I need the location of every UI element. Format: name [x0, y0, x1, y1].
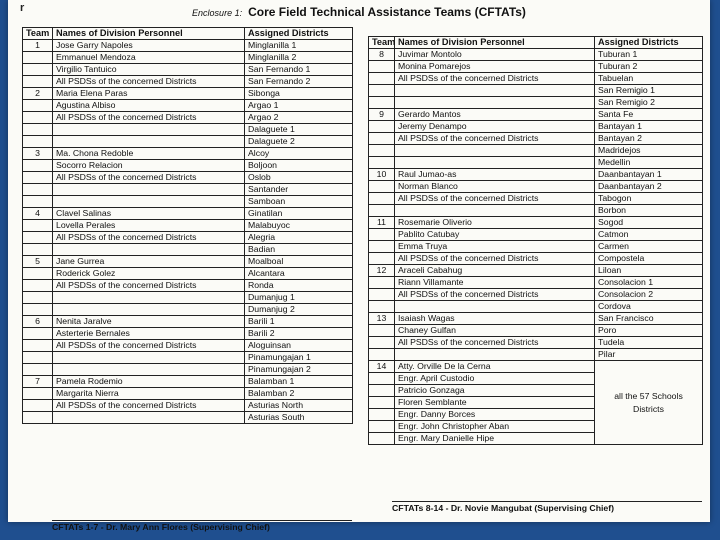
team-header: Team: [369, 37, 395, 49]
district-cell: Dalaguete 2: [245, 136, 353, 148]
page-title: [8, 5, 710, 19]
table-row: [369, 169, 703, 181]
district-cell: Bantayan 2: [595, 133, 703, 145]
team-number-cell: [23, 136, 53, 148]
table-row: [23, 256, 353, 268]
table-row: [23, 172, 353, 184]
personnel-name-cell: Emma Truya: [395, 241, 595, 253]
district-cell: Sogod: [595, 217, 703, 229]
personnel-name-cell: Riann Villamante: [395, 277, 595, 289]
district-cell: Barili 1: [245, 316, 353, 328]
team-number-cell: [23, 292, 53, 304]
district-cell: Tudela: [595, 337, 703, 349]
district-cell: Asturias North: [245, 400, 353, 412]
team-number-cell: [23, 124, 53, 136]
team-number-cell: 14: [369, 361, 395, 373]
personnel-name-cell: Virgilio Tantuico: [53, 64, 245, 76]
team-number-cell: 6: [23, 316, 53, 328]
personnel-name-cell: [395, 157, 595, 169]
team-number-cell: [369, 229, 395, 241]
corner-mark: r: [20, 2, 25, 14]
district-cell: Minglanilla 2: [245, 52, 353, 64]
personnel-name-cell: Araceli Cabahug: [395, 265, 595, 277]
team-header: Team: [23, 28, 53, 40]
personnel-name-cell: Maria Elena Paras: [53, 88, 245, 100]
table-row: [23, 112, 353, 124]
team-number-cell: [23, 364, 53, 376]
district-cell: Argao 1: [245, 100, 353, 112]
team-number-cell: [369, 385, 395, 397]
district-cell: Argao 2: [245, 112, 353, 124]
personnel-name-cell: All PSDSs of the concerned Districts: [53, 400, 245, 412]
team-number-cell: [369, 337, 395, 349]
district-cell: Dumanjug 1: [245, 292, 353, 304]
names-header: Names of Division Personnel: [53, 28, 245, 40]
district-cell: Liloan: [595, 265, 703, 277]
team-number-cell: 5: [23, 256, 53, 268]
district-cell: San Remigio 1: [595, 85, 703, 97]
personnel-name-cell: [395, 205, 595, 217]
personnel-name-cell: Floren Semblante: [395, 397, 595, 409]
personnel-name-cell: [395, 301, 595, 313]
team-number-cell: 13: [369, 313, 395, 325]
personnel-name-cell: Raul Jumao-as: [395, 169, 595, 181]
table-row: [369, 181, 703, 193]
personnel-name-cell: Emmanuel Mendoza: [53, 52, 245, 64]
team-number-cell: [23, 76, 53, 88]
table-row: [23, 316, 353, 328]
team-number-cell: [369, 421, 395, 433]
names-header: Names of Division Personnel: [395, 37, 595, 49]
personnel-name-cell: All PSDSs of the concerned Districts: [53, 76, 245, 88]
table-row: [369, 349, 703, 361]
team-number-cell: [23, 232, 53, 244]
table-header-row: [23, 28, 353, 40]
team-number-cell: [369, 241, 395, 253]
table-row: [369, 61, 703, 73]
personnel-name-cell: Roderick Golez: [53, 268, 245, 280]
personnel-name-cell: All PSDSs of the concerned Districts: [395, 253, 595, 265]
table-row: [23, 340, 353, 352]
team-number-cell: [369, 121, 395, 133]
table-row: [23, 124, 353, 136]
team-number-cell: [23, 280, 53, 292]
district-cell: San Francisco: [595, 313, 703, 325]
team-number-cell: [369, 301, 395, 313]
personnel-name-cell: All PSDSs of the concerned Districts: [53, 172, 245, 184]
district-cell: Badian: [245, 244, 353, 256]
team-number-cell: 9: [369, 109, 395, 121]
table-row: [23, 136, 353, 148]
team-number-cell: [369, 325, 395, 337]
personnel-name-cell: Pamela Rodemio: [53, 376, 245, 388]
team-number-cell: [23, 172, 53, 184]
table-row: [369, 301, 703, 313]
table-row: [369, 157, 703, 169]
district-cell: Madridejos: [595, 145, 703, 157]
team-number-cell: [23, 112, 53, 124]
district-cell: San Remigio 2: [595, 97, 703, 109]
personnel-name-cell: Lovella Perales: [53, 220, 245, 232]
personnel-name-cell: Isaiash Wagas: [395, 313, 595, 325]
personnel-name-cell: Engr. Mary Danielle Hipe: [395, 433, 595, 445]
table-row: [369, 277, 703, 289]
team-number-cell: 10: [369, 169, 395, 181]
district-cell: Daanbantayan 2: [595, 181, 703, 193]
table-row: [369, 361, 703, 373]
table-row: [23, 352, 353, 364]
team-number-cell: [23, 268, 53, 280]
table-row: [23, 88, 353, 100]
personnel-name-cell: All PSDSs of the concerned Districts: [395, 73, 595, 85]
district-cell: Asturias South: [245, 412, 353, 424]
table-row: [23, 412, 353, 424]
districts-header: Assigned Districts: [595, 37, 703, 49]
district-cell: Malabuyoc: [245, 220, 353, 232]
personnel-name-cell: Agustina Albiso: [53, 100, 245, 112]
table-row: [23, 160, 353, 172]
table-row: [369, 49, 703, 61]
team-number-cell: 8: [369, 49, 395, 61]
personnel-name-cell: Engr. Danny Borces: [395, 409, 595, 421]
personnel-name-cell: [395, 349, 595, 361]
district-cell: Oslob: [245, 172, 353, 184]
table-row: [23, 268, 353, 280]
district-cell: Balamban 2: [245, 388, 353, 400]
table-row: [369, 193, 703, 205]
table-row: [369, 229, 703, 241]
document-page: [8, 0, 710, 532]
table-row: [23, 244, 353, 256]
table-row: [23, 76, 353, 88]
left-supervisor-footer: CFTATs 1-7 - Dr. Mary Ann Flores (Supervising Chief): [52, 520, 352, 532]
table-row: [369, 97, 703, 109]
district-cell: Balamban 1: [245, 376, 353, 388]
personnel-name-cell: Pablito Catubay: [395, 229, 595, 241]
personnel-name-cell: [53, 244, 245, 256]
personnel-name-cell: Nenita Jaralve: [53, 316, 245, 328]
district-cell: Carmen: [595, 241, 703, 253]
district-cell: Pinamungajan 1: [245, 352, 353, 364]
team-number-cell: [369, 193, 395, 205]
district-cell: Dumanjug 2: [245, 304, 353, 316]
team-number-cell: [23, 160, 53, 172]
district-cell: Dalaguete 1: [245, 124, 353, 136]
table-row: [23, 280, 353, 292]
personnel-name-cell: All PSDSs of the concerned Districts: [53, 232, 245, 244]
table-row: [23, 292, 353, 304]
team-number-cell: [23, 304, 53, 316]
district-cell: Tuburan 2: [595, 61, 703, 73]
district-cell: Tabogon: [595, 193, 703, 205]
team-number-cell: [369, 205, 395, 217]
table-row: [23, 100, 353, 112]
personnel-name-cell: [53, 184, 245, 196]
personnel-name-cell: [53, 292, 245, 304]
team-number-cell: [369, 397, 395, 409]
personnel-name-cell: All PSDSs of the concerned Districts: [53, 112, 245, 124]
table-row: [369, 253, 703, 265]
personnel-name-cell: Engr. April Custodio: [395, 373, 595, 385]
personnel-name-cell: Jeremy Denampo: [395, 121, 595, 133]
table-row: [23, 400, 353, 412]
district-cell: Tuburan 1: [595, 49, 703, 61]
personnel-name-cell: Jane Gurrea: [53, 256, 245, 268]
district-cell: Pilar: [595, 349, 703, 361]
team-number-cell: 7: [23, 376, 53, 388]
personnel-name-cell: Juvimar Montolo: [395, 49, 595, 61]
districts-header: Assigned Districts: [245, 28, 353, 40]
personnel-name-cell: Rosemarie Oliverio: [395, 217, 595, 229]
team-number-cell: [369, 73, 395, 85]
team-number-cell: [23, 184, 53, 196]
team-number-cell: [23, 328, 53, 340]
team-number-cell: [23, 352, 53, 364]
district-cell: Pinamungajan 2: [245, 364, 353, 376]
table-row: [23, 232, 353, 244]
district-cell: Catmon: [595, 229, 703, 241]
table-row: [23, 148, 353, 160]
table-row: [23, 304, 353, 316]
district-cell: Alegria: [245, 232, 353, 244]
team-number-cell: [23, 388, 53, 400]
team-number-cell: [23, 64, 53, 76]
table-row: [369, 205, 703, 217]
team-number-cell: 4: [23, 208, 53, 220]
district-cell: Compostela: [595, 253, 703, 265]
team-number-cell: [369, 133, 395, 145]
district-cell: Cordova: [595, 301, 703, 313]
personnel-name-cell: Gerardo Mantos: [395, 109, 595, 121]
personnel-name-cell: Socorro Relacion: [53, 160, 245, 172]
personnel-name-cell: [53, 412, 245, 424]
team-number-cell: [369, 253, 395, 265]
table-header-row: [369, 37, 703, 49]
team-number-cell: [369, 85, 395, 97]
table-row: [369, 121, 703, 133]
personnel-name-cell: All PSDSs of the concerned Districts: [395, 133, 595, 145]
table-row: [23, 388, 353, 400]
team-number-cell: [369, 277, 395, 289]
personnel-name-cell: Chaney Gulfan: [395, 325, 595, 337]
personnel-name-cell: [53, 352, 245, 364]
team-number-cell: [369, 157, 395, 169]
personnel-name-cell: [53, 196, 245, 208]
team-number-cell: [23, 400, 53, 412]
team-number-cell: [23, 220, 53, 232]
personnel-name-cell: Asterterie Bernales: [53, 328, 245, 340]
table-row: [23, 184, 353, 196]
district-cell: San Fernando 1: [245, 64, 353, 76]
district-cell: Consolacion 1: [595, 277, 703, 289]
personnel-name-cell: All PSDSs of the concerned Districts: [395, 193, 595, 205]
personnel-name-cell: Monina Pomarejos: [395, 61, 595, 73]
team-number-cell: 12: [369, 265, 395, 277]
team-number-cell: 11: [369, 217, 395, 229]
personnel-name-cell: [53, 124, 245, 136]
table-row: [369, 313, 703, 325]
personnel-name-cell: Margarita Nierra: [53, 388, 245, 400]
district-cell: Daanbantayan 1: [595, 169, 703, 181]
table-row: [369, 265, 703, 277]
district-cell: Aloguinsan: [245, 340, 353, 352]
personnel-name-cell: [395, 85, 595, 97]
table-row: [23, 376, 353, 388]
team-number-cell: [369, 97, 395, 109]
district-cell: Tabuelan: [595, 73, 703, 85]
table-row: [23, 364, 353, 376]
team-number-cell: [23, 340, 53, 352]
personnel-name-cell: Norman Blanco: [395, 181, 595, 193]
table-row: [369, 289, 703, 301]
personnel-name-cell: [53, 364, 245, 376]
district-cell: Boljoon: [245, 160, 353, 172]
personnel-name-cell: [53, 136, 245, 148]
district-cell: Sibonga: [245, 88, 353, 100]
table-row: [23, 52, 353, 64]
personnel-name-cell: [395, 145, 595, 157]
team-number-cell: 3: [23, 148, 53, 160]
team-number-cell: [369, 289, 395, 301]
table-row: [369, 85, 703, 97]
team-number-cell: [369, 349, 395, 361]
district-cell: all the 57 Schools Districts: [595, 361, 703, 445]
team-number-cell: [23, 412, 53, 424]
district-cell: Poro: [595, 325, 703, 337]
personnel-name-cell: Ma. Chona Redoble: [53, 148, 245, 160]
table-row: [23, 220, 353, 232]
personnel-name-cell: All PSDSs of the concerned Districts: [395, 337, 595, 349]
personnel-name-cell: All PSDSs of the concerned Districts: [53, 340, 245, 352]
table-row: [369, 337, 703, 349]
table-row: [369, 73, 703, 85]
district-cell: Ronda: [245, 280, 353, 292]
district-cell: Santander: [245, 184, 353, 196]
team-number-cell: [369, 145, 395, 157]
team-number-cell: [369, 409, 395, 421]
district-cell: Santa Fe: [595, 109, 703, 121]
table-row: [369, 241, 703, 253]
personnel-name-cell: Patricio Gonzaga: [395, 385, 595, 397]
team-number-cell: [23, 52, 53, 64]
district-cell: Alcoy: [245, 148, 353, 160]
table-row: [23, 64, 353, 76]
district-cell: Minglanilla 1: [245, 40, 353, 52]
district-cell: Ginatilan: [245, 208, 353, 220]
personnel-name-cell: Atty. Orville De la Cerna: [395, 361, 595, 373]
team-number-cell: [23, 244, 53, 256]
team-number-cell: 1: [23, 40, 53, 52]
table-row: [369, 217, 703, 229]
table-row: [369, 109, 703, 121]
team-number-cell: [369, 373, 395, 385]
left-teams-table: [22, 27, 353, 424]
table-row: [23, 40, 353, 52]
district-cell: Consolacion 2: [595, 289, 703, 301]
title-text: Core Field Technical Assistance Teams (CFTATs): [248, 5, 526, 19]
district-cell: Borbon: [595, 205, 703, 217]
personnel-name-cell: Jose Garry Napoles: [53, 40, 245, 52]
table-row: [369, 133, 703, 145]
district-cell: Alcantara: [245, 268, 353, 280]
team-number-cell: [369, 181, 395, 193]
district-cell: Medellin: [595, 157, 703, 169]
team-number-cell: [369, 61, 395, 73]
district-cell: Samboan: [245, 196, 353, 208]
district-cell: Barili 2: [245, 328, 353, 340]
team-number-cell: [23, 196, 53, 208]
team-number-cell: 2: [23, 88, 53, 100]
table-row: [23, 208, 353, 220]
personnel-name-cell: [53, 304, 245, 316]
district-cell: San Fernando 2: [245, 76, 353, 88]
personnel-name-cell: [395, 97, 595, 109]
personnel-name-cell: All PSDSs of the concerned Districts: [395, 289, 595, 301]
district-cell: Moalboal: [245, 256, 353, 268]
right-supervisor-footer: CFTATs 8-14 - Dr. Novie Mangubat (Supervising Chief): [392, 501, 702, 513]
enclosure-label: Enclosure 1:: [192, 8, 243, 18]
personnel-name-cell: All PSDSs of the concerned Districts: [53, 280, 245, 292]
personnel-name-cell: Clavel Salinas: [53, 208, 245, 220]
team-number-cell: [23, 100, 53, 112]
table-row: [369, 325, 703, 337]
personnel-name-cell: Engr. John Christopher Aban: [395, 421, 595, 433]
table-row: [23, 328, 353, 340]
district-cell: Bantayan 1: [595, 121, 703, 133]
table-row: [23, 196, 353, 208]
right-teams-table: [368, 36, 703, 445]
table-row: [369, 145, 703, 157]
team-number-cell: [369, 433, 395, 445]
